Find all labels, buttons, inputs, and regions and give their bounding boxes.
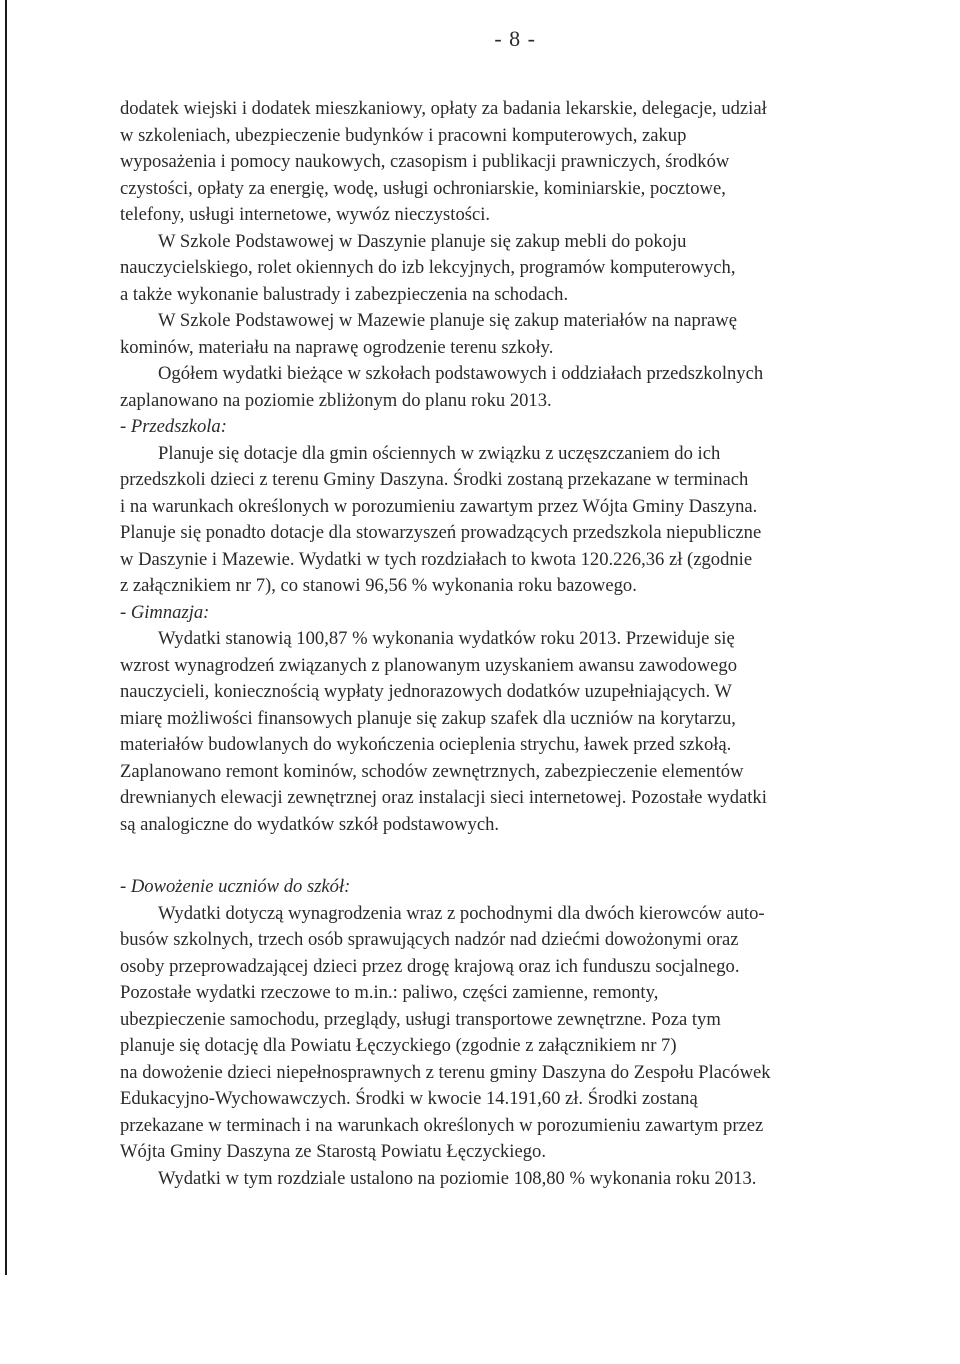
text-line: Wójta Gminy Daszyna ze Starostą Powiatu Łęczyckiego. — [120, 1141, 546, 1162]
text-line: na dowożenie dzieci niepełnosprawnych z terenu gminy Daszyna do Zespołu Placówek — [120, 1061, 771, 1083]
paragraph-daszyna-school — [120, 229, 910, 309]
text-line: Zaplanowano remont kominów, schodów zewnętrznych, zabezpieczenie elementów — [120, 760, 744, 782]
text-line: zaplanowano na poziomie zbliżonym do planu roku 2013. — [120, 389, 552, 411]
text-line: wyposażenia i pomocy naukowych, czasopism i publikacji prawniczych, środków — [120, 151, 730, 172]
section-spacer — [120, 838, 910, 874]
text-line: busów szkolnych, trzech osób sprawujących nadzór nad dziećmi dowożonymi oraz — [120, 929, 739, 950]
text-line: Planuje się dotacje dla gmin ościennych w związku z uczęszczaniem do ich — [158, 442, 721, 464]
text-line: Ogółem wydatki bieżące w szkołach podstawowych i oddziałach przedszkolnych — [158, 363, 764, 384]
text-line: wzrost wynagrodzeń związanych z planowanym uzyskaniem awansu zawodowego — [120, 654, 737, 676]
text-line: Wydatki dotyczą wynagrodzenia wraz z pochodnymi dla dwóch kierowców auto- — [158, 902, 765, 924]
page-number: - 8 - — [494, 26, 536, 51]
paragraph-costs-continued — [120, 96, 910, 229]
text-line: W Szkole Podstawowej w Daszynie planuje się zakup mebli do pokoju — [158, 230, 687, 252]
scan-edge-line — [5, 0, 7, 1275]
paragraph-preschools — [120, 441, 910, 600]
text-line: nauczycielskiego, rolet okiennych do izb lekcyjnych, programów komputerowych, — [120, 257, 736, 278]
text-line: ubezpieczenie samochodu, przeglądy, usługi transportowe zewnętrzne. Poza tym — [120, 1008, 721, 1030]
text-line: Wydatki stanowią 100,87 % wykonania wydatków roku 2013. Przewiduje się — [158, 628, 735, 649]
text-line: przedszkoli dzieci z terenu Gminy Daszyna. Środki zostaną przekazane w terminach — [120, 469, 749, 490]
section-heading-student-transport: - Dowożenie uczniów do szkół: — [120, 876, 351, 897]
paragraph-transport-summary — [120, 1166, 910, 1193]
text-line: W Szkole Podstawowej w Mazewie planuje się zakup materiałów na naprawę — [158, 310, 737, 331]
text-line: osoby przeprowadzającej dzieci przez drogę krajową oraz ich funduszu socjalnego. — [120, 955, 740, 977]
section-heading-preschools: - Przedszkola: — [120, 416, 227, 437]
text-line: dodatek wiejski i dodatek mieszkaniowy, opłaty za badania lekarskie, delegacje, udział — [120, 98, 767, 119]
text-line: nauczycieli, koniecznością wypłaty jednorazowych dodatków uzupełniających. W — [120, 681, 732, 702]
text-line: a także wykonanie balustrady i zabezpieczenia na schodach. — [120, 283, 569, 305]
text-line: z załącznikiem nr 7), co stanowi 96,56 % wykonania roku bazowego. — [120, 575, 637, 596]
text-line: w Daszynie i Mazewie. Wydatki w tych rozdziałach to kwota 120.226,36 zł (zgodnie — [120, 548, 753, 570]
text-line: i na warunkach określonych w porozumieniu zawartym przez Wójta Gminy Daszyna. — [120, 495, 758, 517]
paragraph-student-transport — [120, 901, 910, 1166]
text-line: są analogiczne do wydatków szkół podstawowych. — [120, 813, 500, 835]
text-line: drewnianych elewacji zewnętrznej oraz instalacji sieci internetowej. Pozostałe wydatki — [120, 787, 767, 808]
paragraph-mazew-school — [120, 308, 910, 361]
text-line: przekazane w terminach i na warunkach określonych w porozumieniu zawartym przez — [120, 1114, 764, 1136]
text-line: Planuje się ponadto dotacje dla stowarzyszeń prowadzących przedszkola niepubliczne — [120, 522, 762, 543]
text-line: Wydatki w tym rozdziale ustalono na poziomie 108,80 % wykonania roku 2013. — [158, 1167, 757, 1189]
document-body — [120, 96, 910, 1192]
paragraph-gymnasiums — [120, 626, 910, 838]
paragraph-total-current-expenses — [120, 361, 910, 414]
section-heading-gymnasiums: - Gimnazja: — [120, 601, 210, 623]
text-line: Edukacyjno-Wychowawczych. Środki w kwocie 14.191,60 zł. Środki zostaną — [120, 1088, 698, 1109]
text-line: planuje się dotację dla Powiatu Łęczyckiego (zgodnie z załącznikiem nr 7) — [120, 1035, 677, 1056]
text-line: w szkoleniach, ubezpieczenie budynków i pracowni komputerowych, zakup — [120, 124, 687, 146]
text-line: telefony, usługi internetowe, wywóz nieczystości. — [120, 204, 491, 225]
text-line: czystości, opłaty za energię, wodę, usługi ochroniarskie, kominiarskie, pocztowe, — [120, 177, 726, 199]
text-line: kominów, materiału na naprawę ogrodzenie terenu szkoły. — [120, 336, 554, 358]
text-line: materiałów budowlanych do wykończenia ocieplenia strychu, ławek przed szkołą. — [120, 734, 732, 755]
text-line: miarę możliwości finansowych planuje się zakup szafek dla uczniów na korytarzu, — [120, 707, 736, 729]
text-line: Pozostałe wydatki rzeczowe to m.in.: paliwo, części zamienne, remonty, — [120, 982, 659, 1003]
